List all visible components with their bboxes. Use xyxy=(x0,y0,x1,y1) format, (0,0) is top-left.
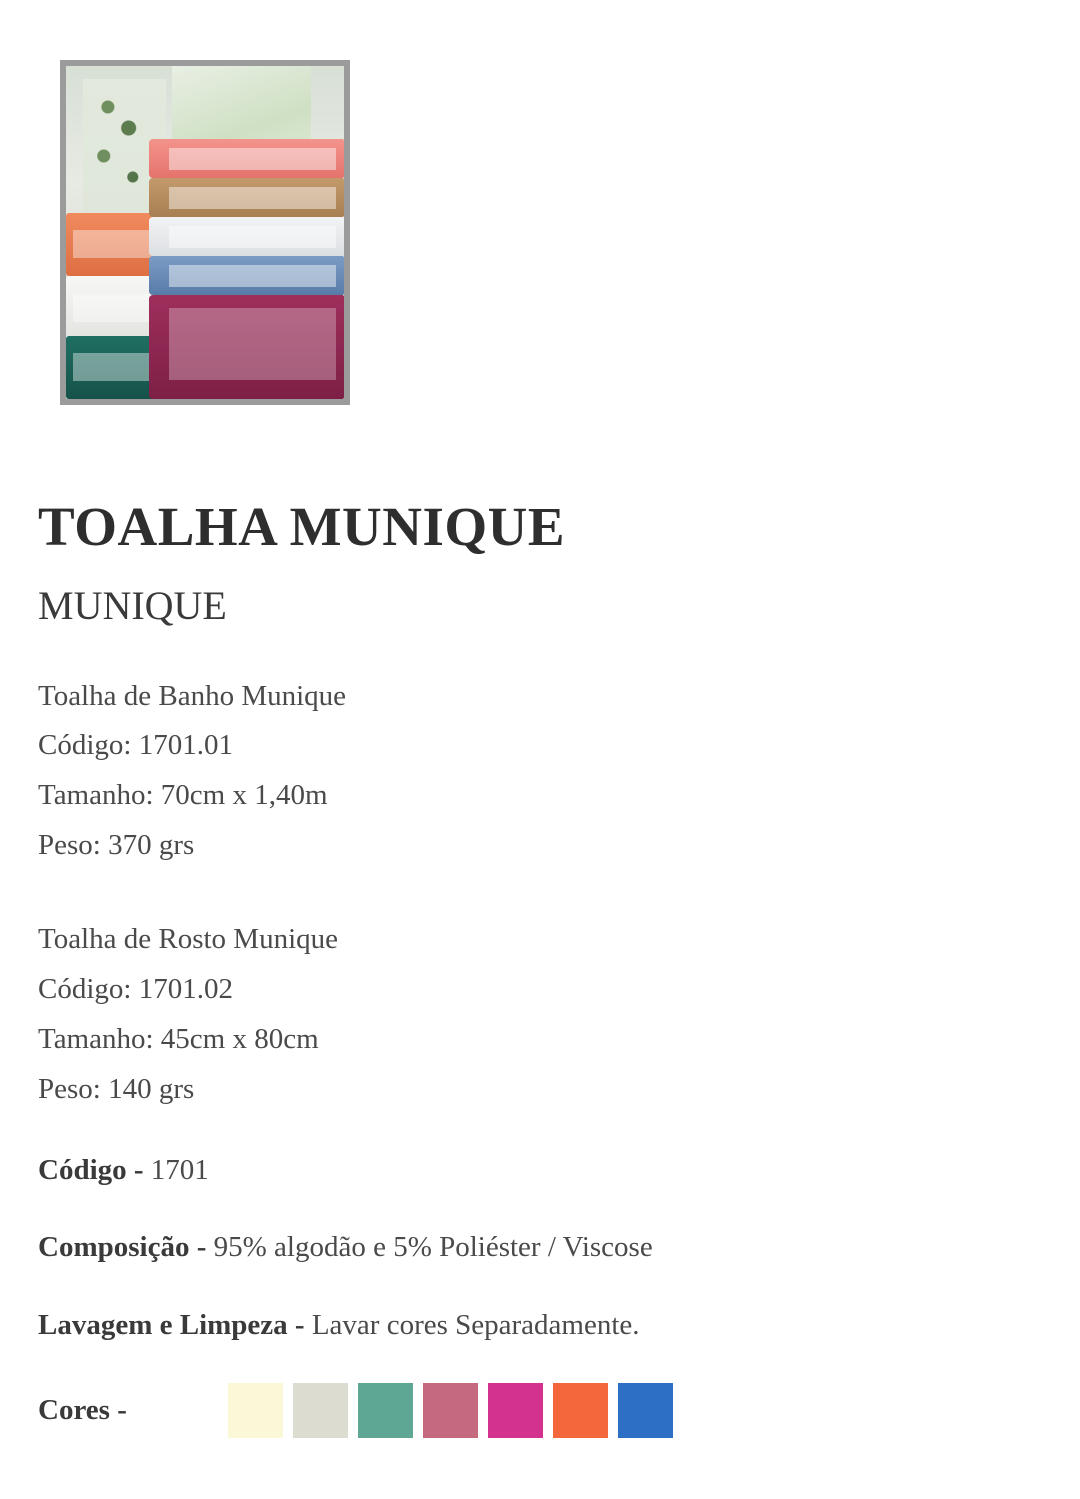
page-title: TOALHA MUNIQUE xyxy=(38,496,566,557)
spec-block-bath xyxy=(38,672,1040,872)
towel-burgundy xyxy=(149,295,344,399)
product-image xyxy=(60,60,350,405)
color-swatch-azul[interactable] xyxy=(618,1383,673,1438)
towel-blue xyxy=(149,256,344,295)
towel-tan xyxy=(149,178,344,217)
attribute-codigo xyxy=(38,1149,1040,1193)
attribute-value: 1701 xyxy=(150,1153,209,1186)
attribute-label: Lavagem e Limpeza - xyxy=(38,1308,305,1341)
spec-line: Código: 1701.02 xyxy=(38,972,233,1005)
attribute-value: Lavar cores Separadamente. xyxy=(311,1308,640,1341)
stacked-towel-group xyxy=(149,139,344,399)
spec-line: Tamanho: 70cm x 1,40m xyxy=(38,779,328,812)
color-swatch-verde-agua[interactable] xyxy=(358,1383,413,1438)
color-swatch-laranja[interactable] xyxy=(553,1383,608,1438)
attribute-composicao xyxy=(38,1226,1040,1270)
spec-line: Peso: 370 grs xyxy=(38,829,195,862)
attribute-value: 95% algodão e 5% Poliéster / Viscose xyxy=(213,1231,653,1263)
color-swatch-pink[interactable] xyxy=(488,1383,543,1438)
product-subtitle: MUNIQUE xyxy=(38,582,227,628)
product-photo-illustration xyxy=(66,66,344,399)
color-swatch-bege-claro[interactable] xyxy=(293,1383,348,1438)
color-swatch-rosa-antigo[interactable] xyxy=(423,1383,478,1438)
spec-line: Peso: 140 grs xyxy=(38,1072,195,1105)
spec-block-face xyxy=(38,915,1040,1115)
spec-line: Código: 1701.01 xyxy=(38,729,233,762)
color-swatch-creme[interactable] xyxy=(228,1383,283,1438)
spec-line: Toalha de Rosto Munique xyxy=(38,923,339,955)
colors-row xyxy=(38,1383,1040,1438)
attribute-label: Código - xyxy=(38,1153,144,1186)
colors-label: Cores - xyxy=(38,1394,127,1426)
attribute-lavagem xyxy=(38,1304,1040,1348)
color-swatch-list xyxy=(228,1383,673,1438)
attribute-label: Composição - xyxy=(38,1231,207,1263)
towel-light-gray xyxy=(149,217,344,256)
spec-line: Toalha de Banho Munique xyxy=(38,679,347,712)
towel-coral xyxy=(149,139,344,178)
spec-line: Tamanho: 45cm x 80cm xyxy=(38,1022,319,1055)
